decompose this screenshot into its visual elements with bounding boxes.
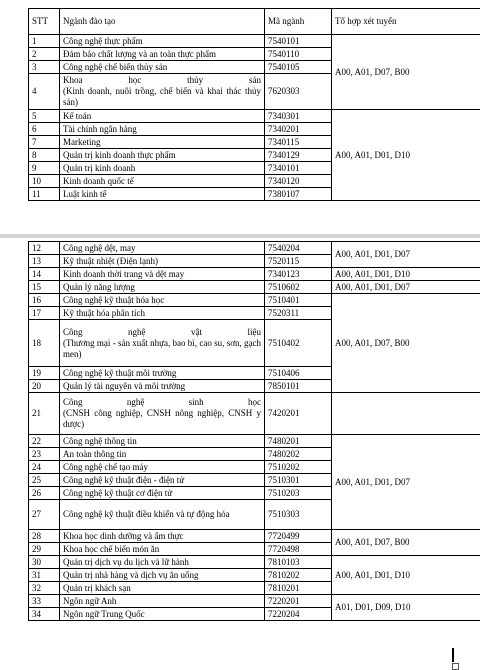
row-stt: 27 bbox=[29, 500, 60, 530]
row-code: 7540204 bbox=[265, 242, 332, 255]
header-nganh: Ngành đào tạo bbox=[60, 9, 265, 35]
row-code: 7540105 bbox=[265, 61, 332, 74]
row-name bbox=[60, 393, 265, 435]
table-row bbox=[29, 242, 480, 255]
table-row bbox=[29, 281, 480, 294]
row-stt: 6 bbox=[29, 123, 60, 136]
row-code: 7510402 bbox=[265, 320, 332, 367]
row-code: 7520115 bbox=[265, 255, 332, 268]
row-stt: 10 bbox=[29, 175, 60, 188]
row-stt: 12 bbox=[29, 242, 60, 255]
row-stt: 2 bbox=[29, 48, 60, 61]
row-name: Đảm bảo chất lượng và an toàn thực phẩm bbox=[60, 48, 265, 61]
row-code: 7720498 bbox=[265, 543, 332, 556]
row-code: 7220201 bbox=[265, 595, 332, 608]
row-code: 7540101 bbox=[265, 35, 332, 48]
row-name: Công nghệ chế biến thủy sản bbox=[60, 61, 265, 74]
row-code: 7510303 bbox=[265, 500, 332, 530]
text-cursor[interactable] bbox=[452, 648, 454, 662]
row-code: 7480202 bbox=[265, 448, 332, 461]
row-stt: 32 bbox=[29, 582, 60, 595]
row-name: Quản trị kinh doanh thực phẩm bbox=[60, 149, 265, 162]
combo-cell: A00, A01, D01, D10 bbox=[332, 556, 480, 595]
row-name-line-2: (Kinh doanh, nuôi trồng, chế biến và khai thác thủy sản) bbox=[63, 86, 261, 107]
row-stt: 33 bbox=[29, 595, 60, 608]
row-code: 7220204 bbox=[265, 608, 332, 621]
row-code: 7340101 bbox=[265, 162, 332, 175]
row-stt: 31 bbox=[29, 569, 60, 582]
row-name-line-1: Công nghệ sinh học bbox=[63, 397, 261, 407]
row-stt: 7 bbox=[29, 136, 60, 149]
row-stt: 3 bbox=[29, 61, 60, 74]
row-stt: 9 bbox=[29, 162, 60, 175]
row-name: Quản trị nhà hàng và dịch vụ ăn uống bbox=[60, 569, 265, 582]
row-stt: 18 bbox=[29, 320, 60, 367]
row-code: 7540110 bbox=[265, 48, 332, 61]
row-name: An toàn thông tin bbox=[60, 448, 265, 461]
row-code: 7510406 bbox=[265, 367, 332, 380]
row-code: 7340123 bbox=[265, 268, 332, 281]
row-code: 7380107 bbox=[265, 188, 332, 201]
row-name: Quản lý tài nguyên và môi trường bbox=[60, 380, 265, 393]
table-header-row bbox=[29, 9, 480, 35]
row-name: Công nghệ kỹ thuật môi trường bbox=[60, 367, 265, 380]
row-stt: 25 bbox=[29, 474, 60, 487]
combo-cell: A00, A01, D07, B00 bbox=[332, 530, 480, 556]
row-name: Công nghệ chế tạo máy bbox=[60, 461, 265, 474]
row-name: Luật kinh tế bbox=[60, 188, 265, 201]
combo-cell: A00, A01, D07, B00 bbox=[332, 35, 480, 110]
table-row bbox=[29, 393, 480, 435]
row-name bbox=[60, 320, 265, 367]
row-name: Quản trị dịch vụ du lịch và lữ hành bbox=[60, 556, 265, 569]
row-name: Công nghệ thông tin bbox=[60, 435, 265, 448]
row-code: 7340129 bbox=[265, 149, 332, 162]
combo-cell: A00, A01, D01, D10 bbox=[332, 268, 480, 281]
row-code: 7850101 bbox=[265, 380, 332, 393]
row-code: 7520311 bbox=[265, 307, 332, 320]
row-code: 7510602 bbox=[265, 281, 332, 294]
row-code: 7340120 bbox=[265, 175, 332, 188]
table-row bbox=[29, 268, 480, 281]
combo-cell: A00, A01, D01, D10 bbox=[332, 110, 480, 201]
combo-cell: A00, A01, D07, B00 bbox=[332, 294, 480, 393]
row-stt: 24 bbox=[29, 461, 60, 474]
row-name: Quản trị khách sạn bbox=[60, 582, 265, 595]
row-name: Tài chính ngân hàng bbox=[60, 123, 265, 136]
document-page-2 bbox=[0, 238, 480, 670]
table-row bbox=[29, 530, 480, 543]
row-name: Quản trị kinh doanh bbox=[60, 162, 265, 175]
table-row bbox=[29, 556, 480, 569]
row-stt: 34 bbox=[29, 608, 60, 621]
row-code: 7810202 bbox=[265, 569, 332, 582]
row-code: 7510401 bbox=[265, 294, 332, 307]
row-name: Công nghệ kỹ thuật điện - điện tử bbox=[60, 474, 265, 487]
row-stt: 20 bbox=[29, 380, 60, 393]
row-stt: 17 bbox=[29, 307, 60, 320]
row-name: Công nghệ dệt, may bbox=[60, 242, 265, 255]
row-stt: 8 bbox=[29, 149, 60, 162]
admission-table-part-1 bbox=[28, 8, 480, 201]
row-name: Ngôn ngữ Anh bbox=[60, 595, 265, 608]
table-row bbox=[29, 35, 480, 48]
combo-cell: A00, A01, D01, D07 bbox=[332, 435, 480, 530]
row-stt: 14 bbox=[29, 268, 60, 281]
row-code: 7620303 bbox=[265, 74, 332, 110]
row-name: Công nghệ kỹ thuật hóa học bbox=[60, 294, 265, 307]
header-stt: STT bbox=[29, 9, 60, 35]
row-name-line-1: Công nghệ vật liệu bbox=[63, 326, 261, 337]
row-stt: 29 bbox=[29, 543, 60, 556]
row-code: 7340301 bbox=[265, 110, 332, 123]
row-stt: 5 bbox=[29, 110, 60, 123]
row-name-line-2: (CNSH công nghiệp, CNSH nông nghiệp, CNSH y dược) bbox=[63, 408, 261, 429]
header-to-hop: Tổ hợp xét tuyển bbox=[332, 9, 480, 35]
row-code: 7480201 bbox=[265, 435, 332, 448]
row-name: Kỹ thuật nhiệt (Điện lạnh) bbox=[60, 255, 265, 268]
row-stt: 23 bbox=[29, 448, 60, 461]
row-stt: 21 bbox=[29, 393, 60, 435]
row-name bbox=[60, 74, 265, 110]
row-name: Khoa học dinh dưỡng và ẩm thực bbox=[60, 530, 265, 543]
row-name: Kinh doanh thời trang và dệt may bbox=[60, 268, 265, 281]
table-resize-handle[interactable] bbox=[452, 663, 459, 670]
row-name: Khoa học chế biến món ăn bbox=[60, 543, 265, 556]
combo-cell: A00, A01, D01, D07 bbox=[332, 281, 480, 294]
row-code: 7510203 bbox=[265, 487, 332, 500]
header-ma-nganh: Mã ngành bbox=[265, 9, 332, 35]
row-code: 7420201 bbox=[265, 393, 332, 435]
row-name: Marketing bbox=[60, 136, 265, 149]
row-code: 7810201 bbox=[265, 582, 332, 595]
row-name: Kế toán bbox=[60, 110, 265, 123]
table-row bbox=[29, 435, 480, 448]
row-code: 7720499 bbox=[265, 530, 332, 543]
row-code: 7340115 bbox=[265, 136, 332, 149]
row-stt: 28 bbox=[29, 530, 60, 543]
row-code: 7510202 bbox=[265, 461, 332, 474]
row-name-line-2: (Thương mại - sản xuất nhựa, bao bì, cao su, sơn, gạch men) bbox=[63, 337, 261, 359]
row-code: 7340201 bbox=[265, 123, 332, 136]
row-stt: 15 bbox=[29, 281, 60, 294]
combo-cell: A00, A01, D01, D07 bbox=[332, 242, 480, 268]
row-stt: 4 bbox=[29, 74, 60, 110]
table-row bbox=[29, 110, 480, 123]
row-name: Công nghệ kỹ thuật cơ điện tử bbox=[60, 487, 265, 500]
row-stt: 19 bbox=[29, 367, 60, 380]
row-name: Quản lý năng lượng bbox=[60, 281, 265, 294]
row-code: 7810103 bbox=[265, 556, 332, 569]
admission-table-part-2 bbox=[28, 241, 480, 621]
row-name: Kinh doanh quốc tế bbox=[60, 175, 265, 188]
combo-cell-empty bbox=[332, 393, 480, 435]
row-stt: 16 bbox=[29, 294, 60, 307]
row-stt: 13 bbox=[29, 255, 60, 268]
table-row bbox=[29, 595, 480, 608]
row-name: Ngôn ngữ Trung Quốc bbox=[60, 608, 265, 621]
row-code: 7510301 bbox=[265, 474, 332, 487]
table-row bbox=[29, 294, 480, 307]
row-name: Công nghệ kỹ thuật điều khiển và tự động hóa bbox=[60, 500, 265, 530]
row-stt: 30 bbox=[29, 556, 60, 569]
row-stt: 11 bbox=[29, 188, 60, 201]
row-stt: 22 bbox=[29, 435, 60, 448]
combo-cell: A01, D01, D09, D10 bbox=[332, 595, 480, 621]
row-stt: 1 bbox=[29, 35, 60, 48]
document-page-1 bbox=[0, 0, 480, 234]
row-stt: 26 bbox=[29, 487, 60, 500]
row-name: Kỹ thuật hóa phân tích bbox=[60, 307, 265, 320]
row-name-line-1: Khoa học thủy sản bbox=[63, 75, 261, 85]
row-name: Công nghệ thực phẩm bbox=[60, 35, 265, 48]
